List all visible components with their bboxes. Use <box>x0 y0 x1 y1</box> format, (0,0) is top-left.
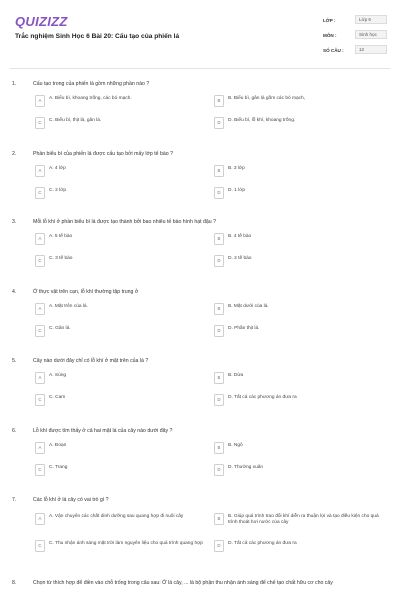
option-text: B. Biểu bì, gân lá gồm các bó mạch, <box>228 96 306 101</box>
option-letter-box: D <box>214 464 224 476</box>
option-letter-box: D <box>214 187 224 199</box>
option-letter-box: D <box>214 255 224 267</box>
option-text: D. Phần thịt lá. <box>228 326 260 331</box>
option-letter-box: C <box>35 255 45 267</box>
option-letter-box: B <box>214 303 224 315</box>
option-text: C. 2 lớp <box>49 188 67 193</box>
option-letter-box: B <box>214 165 224 177</box>
option-letter-box: C <box>35 394 45 406</box>
option-text: B. Giúp quá trình trao đổi khí diễn ra thuận lợi và tạo điều kiện cho quá trình thoát hơi nước của cây <box>228 514 379 526</box>
question-number: 7. <box>12 497 17 503</box>
meta-label: LỚP : <box>323 18 336 23</box>
option-letter-box: C <box>35 187 45 199</box>
option-text: A. Đoạn <box>49 443 67 448</box>
question-text: Phần biểu bì của phiến lá được cấu tạo bởi mấy lớp tế bào ? <box>33 151 173 157</box>
option-text: C. Trang <box>49 465 68 470</box>
question-number: 8. <box>12 580 17 586</box>
option-letter-box: A <box>35 95 45 107</box>
option-text: A. Mặt trên của lá. <box>49 304 88 309</box>
quizizz-logo: QUIZIZZ <box>15 14 68 29</box>
option-letter-box: D <box>214 540 224 552</box>
question-text: Lỗ khí được tìm thấy ở cả hai mặt lá của cây nào dưới đây ? <box>33 428 173 434</box>
option-letter-box: D <box>214 325 224 337</box>
option-text: D. Biểu bì, lỗ khí, khoang trống. <box>228 118 296 123</box>
option-text: A. Vận chuyển các chất dinh dưỡng sau quang hợp đi nuôi cây <box>49 514 184 519</box>
option-text: C. 3 tế bào <box>49 256 73 261</box>
option-text: C. Biểu bì, thịt lá, gân lá. <box>49 118 102 123</box>
option-text: C. Gân lá. <box>49 326 71 331</box>
option-text: D. Thường xuân <box>228 465 264 470</box>
meta-value: 12 <box>355 45 387 54</box>
page-title: Trắc nghiệm Sinh Học 6 Bài 20: Cấu tạo của phiến lá <box>15 33 180 40</box>
option-text: A. Biểu bì, khoang trống, các bó mạch. <box>49 96 132 101</box>
option-letter-box: C <box>35 117 45 129</box>
option-text: C. Cam <box>49 395 66 400</box>
option-text: A. 5 tế bào <box>49 234 73 239</box>
meta-value: Lớp 6 <box>355 15 387 24</box>
option-text: B. 4 tế bào <box>228 234 252 239</box>
question-number: 1. <box>12 81 17 87</box>
option-letter-box: A <box>35 233 45 245</box>
question-number: 3. <box>12 219 17 225</box>
option-letter-box: B <box>214 372 224 384</box>
option-letter-box: D <box>214 117 224 129</box>
question-number: 6. <box>12 428 17 434</box>
option-text: B. 3 lớp <box>228 166 245 171</box>
option-letter-box: A <box>35 513 45 525</box>
option-text: A. 4 lớp <box>49 166 66 171</box>
option-text: B. Mặt dưới của lá. <box>228 304 269 309</box>
question-number: 4. <box>12 289 17 295</box>
option-letter-box: B <box>214 95 224 107</box>
option-text: D. Tất cả các phương án đưa ra <box>228 395 297 400</box>
option-text: C. Thu nhận ánh sáng mặt trời làm nguyên liệu cho quá trình quang hợp <box>49 541 203 546</box>
option-letter-box: A <box>35 372 45 384</box>
option-letter-box: B <box>214 513 224 525</box>
option-letter-box: B <box>214 442 224 454</box>
option-text: B. Dừa <box>228 373 244 378</box>
meta-value: Sinh học <box>355 30 387 39</box>
option-text: D. 1 lớp <box>228 188 246 193</box>
option-letter-box: D <box>214 394 224 406</box>
question-number: 5. <box>12 358 17 364</box>
option-letter-box: A <box>35 442 45 454</box>
header-divider <box>10 68 390 69</box>
option-letter-box: A <box>35 165 45 177</box>
option-text: D. Tất cả các phương án đưa ra <box>228 541 297 546</box>
question-text: Các lỗ khí ở lá cây có vai trò gì ? <box>33 497 109 503</box>
option-text: D. 2 tế bào <box>228 256 252 261</box>
option-letter-box: B <box>214 233 224 245</box>
question-number: 2. <box>12 151 17 157</box>
meta-label: MÔN : <box>323 33 337 38</box>
option-text: B. Ngô <box>228 443 243 448</box>
worksheet-header <box>0 0 400 72</box>
option-letter-box: C <box>35 464 45 476</box>
meta-label: SỐ CÂU : <box>323 48 344 53</box>
question-text: Cấu tạo trong của phiến lá gồm những phần nào ? <box>33 81 150 87</box>
option-text: A. Súng <box>49 373 67 378</box>
question-text: Ở thực vật trên cạn, lỗ khí thường tập trung ở <box>33 289 139 295</box>
question-text: Mỗi lỗ khí ở phần biểu bì lá được tạo thành bởi bao nhiêu tế bào hình hạt đậu ? <box>33 219 216 225</box>
option-letter-box: C <box>35 325 45 337</box>
option-letter-box: C <box>35 540 45 552</box>
option-letter-box: A <box>35 303 45 315</box>
question-text: Cây nào dưới đây chỉ có lỗ khí ở mặt trên của lá ? <box>33 358 149 364</box>
question-text: Chọn từ thích hợp để điền vào chỗ trống trong câu sau: Ở lá cây, ... là bộ phận thu nhận ánh sáng để chế tạo chất hữu cơ cho cây <box>33 580 333 586</box>
